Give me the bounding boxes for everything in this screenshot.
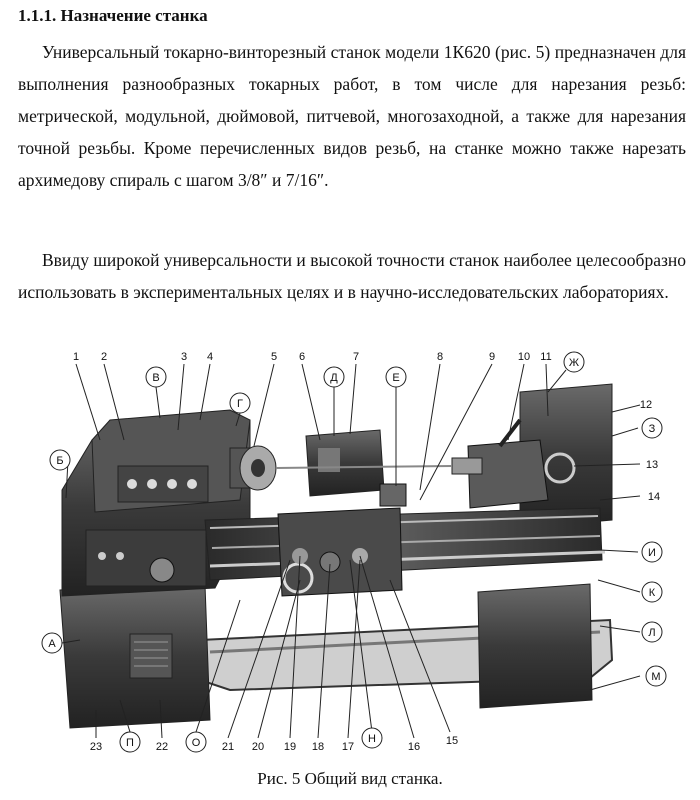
- tailstock-cabinet: [478, 584, 592, 708]
- tool-post: [380, 484, 406, 506]
- callout-12: 12: [639, 399, 653, 411]
- svg-text:Ж: Ж: [568, 357, 580, 369]
- callout-8: 8: [436, 351, 444, 363]
- callout-19: 19: [283, 741, 297, 753]
- upper-housing: [306, 430, 384, 496]
- callout-22: 22: [155, 741, 169, 753]
- label-A: [42, 633, 62, 653]
- callout-2: 2: [100, 351, 108, 363]
- callout-16: 16: [407, 741, 421, 753]
- svg-text:И: И: [648, 547, 656, 559]
- callout-7: 7: [352, 351, 360, 363]
- callout-17: 17: [341, 741, 355, 753]
- svg-text:О: О: [191, 737, 201, 749]
- label-L: [642, 622, 662, 642]
- callout-11: 11: [540, 351, 552, 363]
- callout-13: 13: [645, 459, 659, 471]
- label-G: [230, 393, 250, 413]
- callout-21: 21: [221, 741, 235, 753]
- callout-15: 15: [445, 735, 459, 747]
- label-Z: [642, 418, 662, 438]
- tailstock-quill: [452, 458, 482, 474]
- callout-23: 23: [89, 741, 103, 753]
- paragraph-usage: Ввиду широкой универсальности и высокой точности станок наиболее целесообразно использовать в экспериментальных целях и в научно-исследовательских лабораториях.: [18, 250, 686, 302]
- label-E: [386, 367, 406, 387]
- figure-caption: Рис. 5 Общий вид станка.: [257, 769, 443, 788]
- label-B: [50, 450, 70, 470]
- label-O: [186, 732, 206, 752]
- label-K: [642, 582, 662, 602]
- svg-text:М: М: [651, 671, 661, 683]
- svg-text:Л: Л: [648, 627, 656, 639]
- svg-text:Н: Н: [368, 733, 376, 745]
- callout-3: 3: [180, 351, 188, 363]
- svg-text:П: П: [126, 737, 134, 749]
- svg-text:Е: Е: [392, 372, 400, 384]
- callout-4: 4: [206, 351, 214, 363]
- callout-20: 20: [251, 741, 265, 753]
- callout-5: 5: [270, 351, 278, 363]
- paragraph-purpose: Универсальный токарно-винторезный станок модели 1К620 (рис. 5) предназначен для выполнения разнообразных токарных работ, в том числе для нарезания резьб: метрической, модульной, дюймовой, питчевой, многозаходной, а также для нарезания точной резьбы. Кроме перечисленных видов резьб, на станке можно также нарезать архимедову спираль с шагом 3/8″ и 7/16″.: [18, 42, 686, 190]
- cabinet-grille: [130, 634, 172, 678]
- label-I: [642, 542, 662, 562]
- label-Zh: [564, 352, 584, 372]
- svg-text:Б: Б: [56, 455, 64, 467]
- lathe-figure: [0, 346, 700, 766]
- label-M: [646, 666, 666, 686]
- callout-10: 10: [517, 351, 531, 363]
- svg-text:Д: Д: [330, 372, 338, 384]
- label-D: [324, 367, 344, 387]
- label-P: [120, 732, 140, 752]
- svg-text:В: В: [152, 372, 160, 384]
- svg-text:К: К: [648, 587, 656, 599]
- lathe-bed: [205, 508, 602, 580]
- callout-1: 1: [72, 351, 80, 363]
- svg-text:Г: Г: [237, 398, 243, 410]
- label-V: [146, 367, 166, 387]
- callout-6: 6: [298, 351, 306, 363]
- svg-text:З: З: [648, 423, 656, 435]
- section-heading: 1.1.1. Назначение станка: [18, 6, 208, 25]
- svg-text:А: А: [48, 638, 56, 650]
- feed-knob: [150, 558, 174, 582]
- callout-14: 14: [647, 491, 661, 503]
- callout-9: 9: [488, 351, 496, 363]
- label-N: [362, 728, 382, 748]
- callout-18: 18: [311, 741, 325, 753]
